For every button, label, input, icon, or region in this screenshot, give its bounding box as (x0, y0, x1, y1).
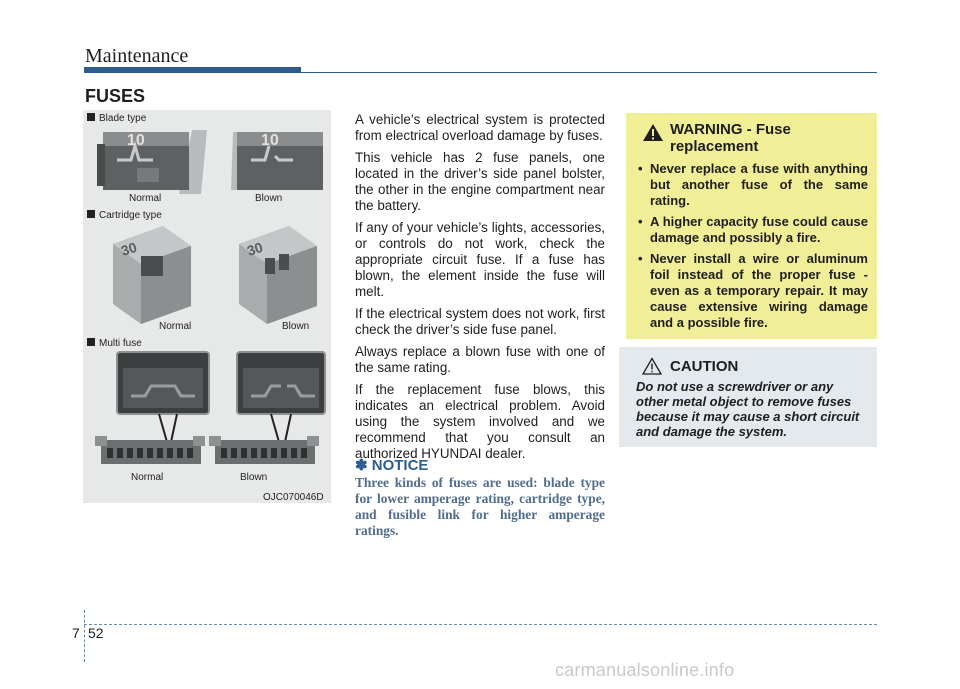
figure-code: OJC070046D (263, 492, 324, 503)
header-accent-bar (84, 67, 301, 73)
bullet-square-icon (87, 210, 95, 218)
blade-rating-label: 10 (127, 132, 145, 149)
body-paragraph: A vehicle’s electrical system is protected from electrical overload damage by fuses. (355, 112, 605, 143)
caution-box (619, 347, 877, 447)
cartridge-normal-caption: Normal (159, 321, 192, 332)
footer-rule (84, 624, 877, 625)
blade-normal-caption: Normal (129, 193, 162, 204)
watermark: carmanualsonline.info (555, 660, 735, 680)
chapter-number: 7 (72, 625, 80, 641)
warning-triangle-icon (642, 123, 664, 142)
cartridge-rating-label: 30 (118, 238, 139, 259)
warning-item: • Never replace a fuse with anything but another fuse of the same rating. (638, 161, 868, 209)
caution-text: Do not use a screwdriver or any other metal object to remove fuses because it may cause a short circuit and damage the system. (636, 379, 860, 439)
multi-blown-caption: Blown (240, 472, 268, 483)
cartridge-rating-label: 30 (244, 238, 265, 259)
footer-divider (84, 610, 85, 662)
section-title: FUSES (85, 86, 146, 106)
cartridge-fuse-blown-image (235, 224, 319, 326)
cartridge-type-label: Cartridge type (87, 210, 162, 221)
cartridge-fuse-normal-image (109, 224, 193, 326)
header-rule (301, 72, 877, 73)
cartridge-blown-caption: Blown (282, 321, 310, 332)
body-paragraph: If the replacement fuse blows, this indicates an electrical problem. Avoid using the system involved and we recommend that you consult an authorized HYUNDAI dealer. (355, 382, 605, 461)
bullet-square-icon (87, 113, 95, 121)
notice-text: Three kinds of fuses are used: blade type for lower amperage rating, cartridge type, and fusible link for higher amperage ratings. (355, 475, 605, 538)
multi-fuse-images (91, 350, 327, 472)
body-paragraph: If the electrical system does not work, first check the driver’s side fuse panel. (355, 306, 605, 337)
caution-title: CAUTION (670, 357, 739, 375)
caution-triangle-icon (642, 357, 662, 375)
blade-fuse-blown-image (231, 126, 327, 194)
multi-fuse-label: Multi fuse (87, 338, 142, 349)
blade-fuse-normal-image (97, 126, 207, 194)
body-paragraph: This vehicle has 2 fuse panels, one located in the driver’s side panel bolster, the other in the engine compartment near the battery. (355, 150, 605, 213)
fuse-figure (83, 110, 331, 503)
body-paragraph: Always replace a blown fuse with one of the same rating. (355, 344, 605, 375)
body-paragraph: If any of your vehicle’s lights, accessories, or controls do not work, check the appropriate circuit fuse. If a fuse has blown, the element inside the fuse will melt. (355, 220, 605, 299)
multi-normal-caption: Normal (131, 472, 164, 483)
notice-title: ✽ NOTICE (355, 457, 429, 474)
warning-box (626, 113, 877, 339)
blade-type-label: Blade type (87, 113, 146, 124)
warning-item: • A higher capacity fuse could cause damage and possibly a fire. (638, 214, 868, 246)
warning-list (638, 161, 868, 331)
bullet-square-icon (87, 338, 95, 346)
caution-header (642, 357, 867, 375)
warning-subtitle: - Fuse replacement (670, 121, 791, 155)
warning-item: • Never install a wire or aluminum foil instead of the proper fuse - even as a temporary repair. It may cause extensive wiring damage and a possible fire. (638, 251, 868, 331)
header-title: Maintenance (85, 45, 189, 67)
blade-blown-caption: Blown (255, 193, 283, 204)
warning-header (642, 121, 868, 155)
warning-title: WARNING (670, 121, 743, 138)
blade-rating-label: 10 (261, 132, 279, 149)
page-number: 52 (88, 625, 104, 641)
body-text (355, 112, 605, 468)
